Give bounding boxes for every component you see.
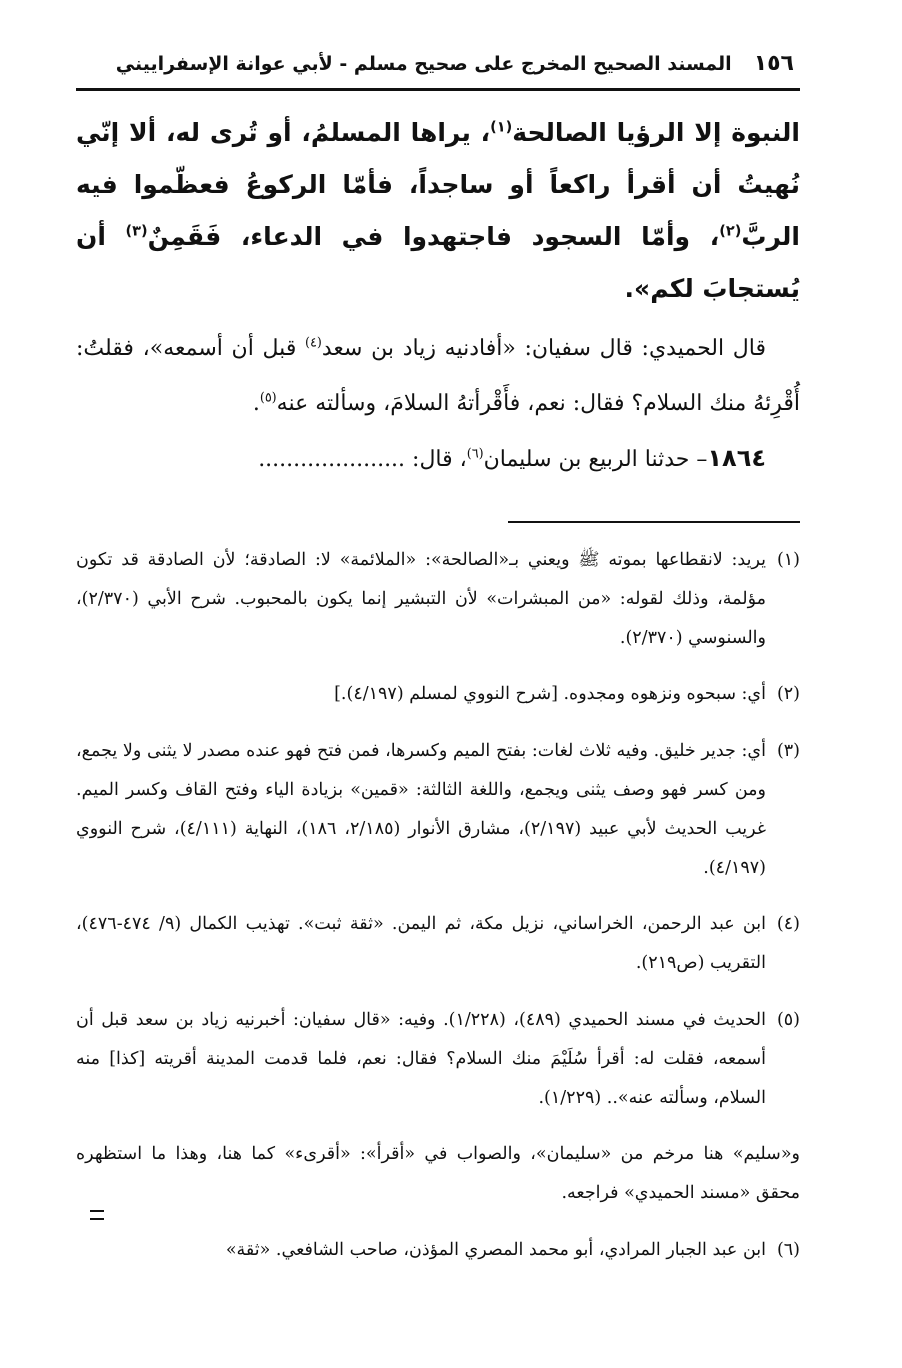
paragraph-part: قال الحميدي: قال سفيان: «أفادنيه زياد بن سعد xyxy=(321,336,766,361)
matn-part: ، وأمّا السجود فاجتهدوا في الدعاء، فَقَمِنٌ xyxy=(147,222,720,251)
continuation-mark xyxy=(90,1210,104,1220)
matn-part: ، يراها المسلمُ، أو تُرى له، ألا إنّي نُهيتُ أن أقرأ راكعاً أو ساجداً، فأمّا الركوعُ فعظّموا فيه الربَّ xyxy=(76,118,800,251)
humaidi-paragraph xyxy=(76,321,800,431)
hadith-number: ١٨٦٤ xyxy=(707,444,766,472)
footnote-mark: (١) xyxy=(776,549,800,570)
footnote-ref[interactable]: (٣) xyxy=(125,223,148,240)
hadith-text xyxy=(76,107,800,315)
footnote-5 xyxy=(76,1001,800,1118)
running-title: المسند الصحيح المخرج على صحيح مسلم - لأبي عوانة الإسفراييني xyxy=(115,53,732,75)
footnote-text: الحديث في مسند الحميدي (٤٨٩)، (١/٢٢٨). وفيه: «قال سفيان: أخبرنيه زياد بن سعد قبل أن أسمعه، فقلت له: أقرأ سُلَيْمَ منك السلام؟ فقال: نعم، فلما قدمت المدينة أقريته [كذا] منه السلام، وسألته عنه».. (١/٢٢٩). xyxy=(76,1009,766,1108)
footnote-4 xyxy=(76,905,800,983)
matn-part: النبوة إلا الرؤيا الصالحة xyxy=(512,118,800,147)
commentary-text xyxy=(76,321,800,487)
footnotes xyxy=(76,541,800,1270)
footnote-separator xyxy=(508,521,800,523)
footnote-3 xyxy=(76,732,800,888)
footnote-ref[interactable]: (٤) xyxy=(305,335,322,351)
matn-part: أن يُستجابَ لكم». xyxy=(76,222,800,303)
paragraph-part: ، قال: ..................... xyxy=(258,447,467,472)
footnote-mark: (٢) xyxy=(776,684,800,704)
footnote-text: و«سليم» هنا مرخم من «سليمان»، والصواب في «أقرأ»: «أقرىء» كما هنا، وهذا ما استظهره محقق «مسند الحميدي» فراجعه. xyxy=(76,1144,800,1203)
footnote-ref[interactable]: (٢) xyxy=(719,223,742,240)
page-number: ١٥٦ xyxy=(753,51,794,76)
footnote-1 xyxy=(76,541,800,658)
footnote-mark: (٤) xyxy=(776,914,800,934)
footnote-6 xyxy=(76,1231,800,1270)
footnote-text: يريد: لانقطاعها بموته ﷺ ويعني بـ«الصالحة»: «الملائمة» لا: الصادقة؛ لأن الصادقة قد تكون مؤلمة، وذلك لقوله: «من المبشرات» لأن التبشير إنما يكون بالمحبوب. شرح الأبي (٢/٣٧٠)، والسنوسي (٢/٣٧٠). xyxy=(76,549,766,648)
paragraph-part: – حدثنا الربيع بن سليمان xyxy=(483,447,708,472)
hadith-1864-paragraph xyxy=(76,431,800,487)
footnote-mark: (٥) xyxy=(776,1009,800,1030)
footnote-mark: (٦) xyxy=(776,1239,800,1260)
footnote-2 xyxy=(76,675,800,714)
footnote-mark: (٣) xyxy=(776,740,800,761)
footnote-5-continuation xyxy=(76,1135,800,1213)
footnote-text: ابن عبد الجبار المرادي، أبو محمد المصري المؤذن، صاحب الشافعي. «ثقة» xyxy=(225,1239,766,1260)
book-page xyxy=(76,40,800,1287)
footnote-ref[interactable]: (٦) xyxy=(466,446,484,462)
paragraph-part: قبل أن أسمعه»، فقلتُ: أُقْرِئهُ منك السلام؟ فقال: نعم، فأَقْرأتهُ السلامَ، وسألته عنه xyxy=(76,336,800,416)
paragraph-part: . xyxy=(252,391,260,416)
footnote-ref[interactable]: (٥) xyxy=(259,390,277,406)
footnote-text: أي: سبحوه ونزهوه ومجدوه. [شرح النووي لمسلم (٤/١٩٧).] xyxy=(334,684,766,704)
footnote-ref[interactable]: (١) xyxy=(490,119,513,136)
running-header xyxy=(76,40,800,91)
footnote-text: أي: جدير خليق. وفيه ثلاث لغات: بفتح الميم وكسرها، فمن فتح فهو عنده مصدر لا يثنى ولا يجمع، ومن كسر فهو وصف يثنى ويجمع، واللغة الثالثة: «قمين» بزيادة الياء وفتح القاف وكسر الميم. غريب الحديث لأبي عبيد (٢/١٩٧)، مشارق الأنوار (٢/١٨٥، ١٨٦)، النهاية (٤/١١١)، شرح النووي (٤/١٩٧). xyxy=(76,740,766,878)
hadith-matn xyxy=(76,107,800,315)
footnote-text: ابن عبد الرحمن، الخراساني، نزيل مكة، ثم اليمن. «ثقة ثبت». تهذيب الكمال (٩/ ٤٧٤-٤٧٦)، التقريب (ص٢١٩). xyxy=(76,914,766,973)
